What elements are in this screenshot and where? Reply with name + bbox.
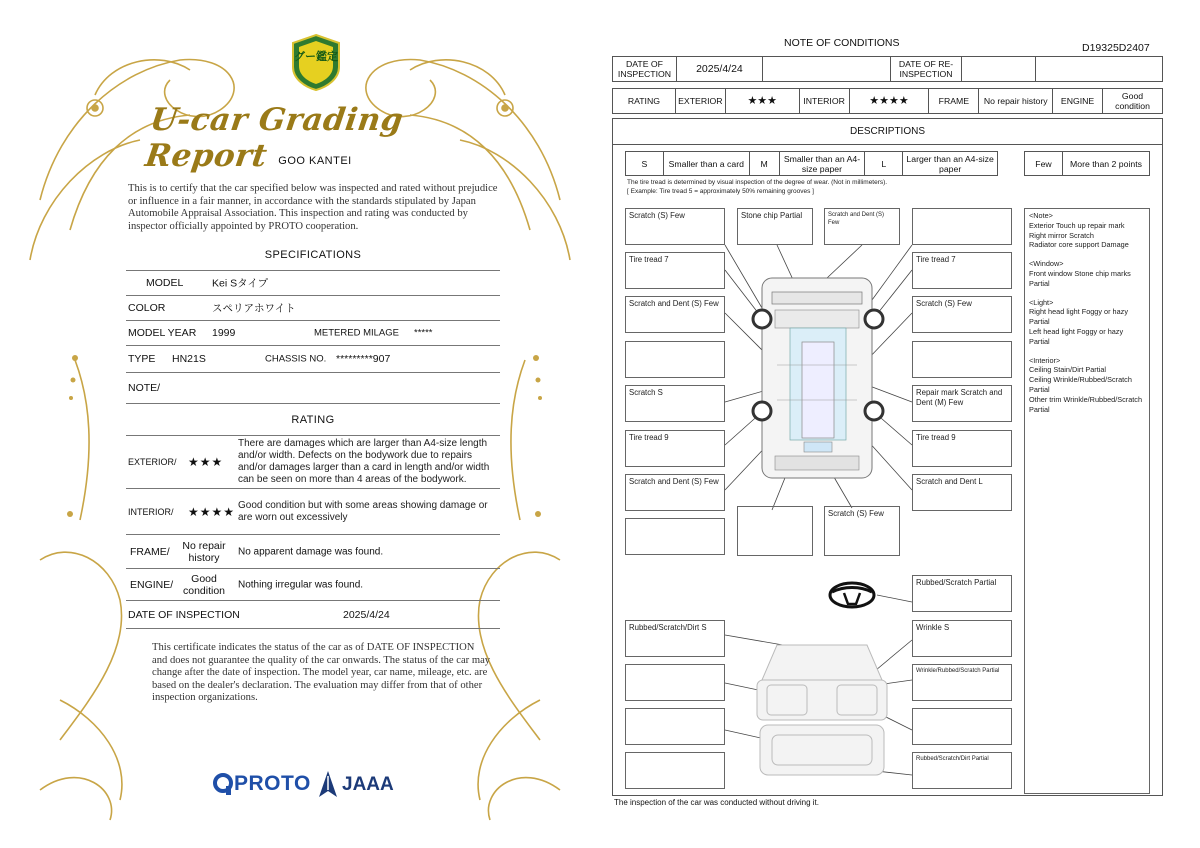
condition-box [625,708,725,745]
note-line: <Window> [1029,259,1064,269]
interior-description: Good condition but with some areas showing damage or are worn out excessively [238,500,488,523]
inspection-date-value: 2025/4/24 [343,608,390,621]
note-line: Radiator core support Damage [1029,240,1129,250]
engine-value: Good condition [1103,89,1163,114]
note-line: Right mirror Scratch [1029,230,1094,240]
condition-box: Stone chip Partial [737,208,813,245]
frame-label: FRAME [929,89,979,114]
date-of-inspection-value: 2025/4/24 [676,57,762,82]
chassis-label: CHASSIS NO. [265,353,327,365]
date-of-inspection-label: DATE OF INSPECTION [613,57,677,82]
interior-stars: ★★★★ [188,504,236,519]
document-id: D19325D2407 [1082,42,1150,54]
legend-few: Few [1025,152,1063,176]
steering-wheel-icon [830,583,874,607]
proto-logo [212,770,322,800]
spec-row-note [126,373,500,404]
exterior-label: EXTERIOR [675,89,725,114]
report-title: U-car Grading Report [142,102,406,174]
condition-box: Scratch S [625,385,725,422]
certificate-disclaimer: This certificate indicates the status of the car as of DATE OF INSPECTION and does not guarantee the quality of the car onwards. The status of the car may change after the date of inspection. The model year, car name, mileage, etc. are based on the dealer's declaration. The evaluation may differ from that of other inspection organizations. [152,642,491,704]
note-line: Exterior Touch up repair mark [1029,220,1125,230]
exterior-description: There are damages which are larger than A4-size length and/or width. Defects on the bodywork due to repairs and/or damages larger than a card in length and/or width can be seen on more than 4 areas of the bodywork. [238,438,490,485]
condition-box: Tire tread 9 [912,430,1012,467]
rating-row-engine [126,569,500,601]
type-value: HN21S [172,353,206,365]
badge-text: グー鑑定 [294,51,338,63]
color-value: スペリアホワイト [212,302,296,315]
note-line: Other trim Wrinkle/Rubbed/Scratch Partial [1029,394,1143,414]
engine-label: ENGINE/ [130,578,174,591]
tire-tread-note [627,179,887,196]
note-line: <Note> [1029,211,1053,220]
note-spacer [1029,250,1145,259]
interior-label: INTERIOR [799,89,849,114]
condition-box: Scratch and Dent L [912,474,1012,511]
condition-box: Scratch and Dent (S) Few [625,474,725,511]
frame-value: No repair history [979,89,1053,114]
tire-tread-note-line1: The tire tread is determined by visual inspection of the degree of wear. (Not in millimeters). [627,179,888,186]
interior-stars: ★★★★ [849,89,929,114]
inspection-date-row [126,601,500,629]
engine-label: ENGINE [1053,89,1103,114]
note-spacer [1029,289,1145,298]
legend-s-desc: Smaller than a card [663,152,749,176]
exterior-stars: ★★★ [725,89,799,114]
spec-row-year [126,321,500,346]
condition-box: Scratch and Dent (S) Few [625,296,725,333]
note-line: Ceiling Stain/Dirt Partial [1029,365,1107,375]
exterior-label: EXTERIOR/ [128,457,177,467]
exterior-stars: ★★★ [188,455,224,469]
reinspection-label: DATE OF RE-INSPECTION [890,57,962,82]
condition-box [625,752,725,789]
conditions-title: NOTE OF CONDITIONS [784,37,900,49]
inspection-date-table [612,56,1163,82]
proto-logo-text: PROTO [234,772,311,795]
condition-box [912,708,1012,745]
condition-box [625,664,725,701]
legend-m-desc: Smaller than an A4-size paper [779,152,865,176]
condition-box: Rubbed/Scratch/Dirt S [625,620,725,657]
condition-box [625,518,725,555]
jaaa-logo-text: JAAA [342,774,394,795]
inspection-date-label: DATE OF INSPECTION [128,608,240,621]
type-label: TYPE [128,353,156,365]
model-year-value: 1999 [212,327,236,339]
note-line: Ceiling Wrinkle/Rubbed/Scratch Partial [1029,375,1132,394]
model-value: Kei Sタイプ [212,277,269,290]
empty-cell [762,57,890,82]
car-top-view [753,278,883,478]
rating-table [612,88,1163,114]
rating-heading: RATING [291,414,335,426]
chassis-value: *********907 [336,353,391,365]
jaaa-logo-icon [318,770,338,798]
proto-logo-icon [212,772,234,796]
inspection-footer-note: The inspection of the car was conducted without driving it. [614,798,819,807]
condition-box [912,208,1012,245]
condition-box: Repair mark Scratch and Dent (M) Few [912,385,1012,422]
milage-label: METERED MILAGE [314,327,399,339]
engine-description: Nothing irregular was found. [238,579,364,590]
condition-box: Tire tread 7 [912,252,1012,289]
note-line: <Light> [1029,297,1054,307]
condition-box [625,341,725,378]
specifications-heading: SPECIFICATIONS [264,249,362,261]
frame-label: FRAME/ [130,545,170,558]
condition-box: Rubbed/Scratch/Dirt Partial [912,752,1012,789]
model-label: MODEL [146,277,184,289]
milage-value: ***** [414,327,433,339]
legend-l: L [865,152,903,176]
condition-box: Wrinkle S [912,620,1012,657]
condition-box: Tire tread 7 [625,252,725,289]
condition-box: Rubbed/Scratch Partial [912,575,1012,612]
note-label: NOTE/ [128,382,161,394]
report-subtitle: GOO KANTEI [278,155,352,167]
certification-statement: This is to certify that the car specified below was inspected and rated without prejudice or influence in a fair manner, in accordance with the standards stipulated by Japan Automobile Appraisal Association. This inspection and rating was conducted by inspector officially appointed by PROTO cooperation. [128,183,498,232]
model-year-label: MODEL YEAR [128,327,197,339]
color-label: COLOR [128,302,166,314]
interior-label: INTERIOR/ [128,506,174,517]
note-line: Front window Stone chip marks Partial [1029,268,1131,288]
spec-row-type [126,346,500,373]
legend-l-desc: Larger than an A4-size paper [903,152,998,176]
legend-few-desc: More than 2 points [1063,152,1150,176]
engine-value: Good condition [182,572,226,597]
spec-row-color [126,296,500,321]
note-spacer [1029,347,1145,356]
frame-description: No apparent damage was found. [238,546,384,557]
legend-s: S [626,152,664,176]
condition-notes [1024,208,1150,794]
condition-box [737,506,813,556]
frame-value: No repair history [182,539,226,564]
reinspection-value [962,57,1036,82]
condition-box: Tire tread 9 [625,430,725,467]
condition-box: Scratch (S) Few [912,296,1012,333]
few-legend-table [1024,151,1150,176]
condition-box: Wrinkle/Rubbed/Scratch Partial [912,664,1012,701]
note-line: <Interior> [1029,355,1061,365]
legend-m: M [749,152,779,176]
rating-row-frame [126,535,500,569]
note-line: Left head light Foggy or hazy Partial [1029,326,1124,346]
spec-row-model [126,271,500,296]
empty-cell [1036,57,1163,82]
car-interior-view [757,645,887,775]
condition-box: Scratch (S) Few [824,506,900,556]
note-line: Right head light Foggy or hazy Partial [1029,307,1128,327]
condition-box [912,341,1012,378]
condition-box: Scratch (S) Few [625,208,725,245]
condition-box: Scratch and Dent (S) Few [824,208,900,245]
rating-label: RATING [613,89,676,114]
size-legend-table [625,151,998,176]
descriptions-heading: DESCRIPTIONS [612,118,1163,145]
tire-tread-note-line2: [ Example: Tire tread 5 = approximately 50% remaining grooves ] [627,187,814,195]
jaaa-logo [318,770,398,800]
